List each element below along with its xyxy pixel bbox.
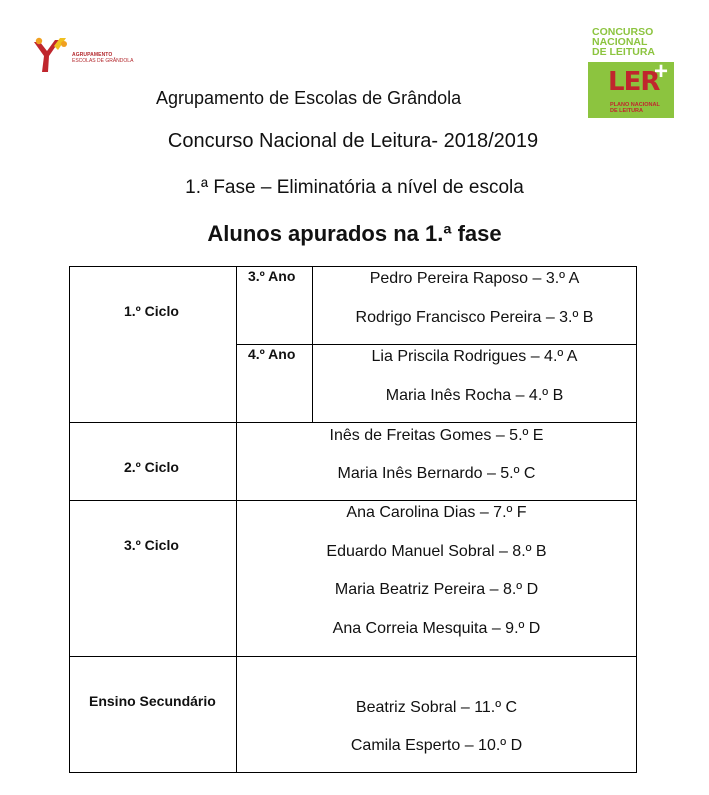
table-border-left bbox=[69, 266, 70, 773]
student-name: Lia Priscila Rodrigues – 4.º A bbox=[371, 348, 578, 365]
student-name: Camila Esperto – 10.º D bbox=[350, 737, 523, 754]
contest-logo-line2: NACIONAL bbox=[592, 36, 648, 48]
table-border-top bbox=[69, 266, 636, 267]
contest-logo bbox=[588, 27, 674, 118]
contest-logo-plan-line1: PLANO NACIONAL bbox=[610, 102, 660, 108]
contest-logo-plus-icon: + bbox=[654, 58, 669, 85]
student-name: Rodrigo Francisco Pereira – 3.º B bbox=[355, 309, 594, 326]
ano4-label: 4.º Ano bbox=[248, 346, 296, 362]
ciclo2-label: 2.º Ciclo bbox=[124, 459, 179, 475]
school-logo-line2: ESCOLAS DE GRÂNDOLA bbox=[72, 58, 134, 64]
student-name: Beatriz Sobral – 11.º C bbox=[355, 699, 518, 716]
table-border-bottom bbox=[69, 772, 636, 773]
student-name: Pedro Pereira Raposo – 3.º A bbox=[369, 270, 580, 287]
row-divider-2 bbox=[69, 500, 636, 501]
contest-logo-title bbox=[592, 27, 672, 57]
contest-logo-line3: DE LEITURA bbox=[592, 46, 655, 58]
student-name: Maria Beatriz Pereira – 8.º D bbox=[334, 581, 539, 598]
student-name: Ana Correia Mesquita – 9.º D bbox=[332, 620, 541, 637]
student-name: Inês de Freitas Gomes – 5.º E bbox=[329, 427, 544, 444]
contest-logo-brand: LER bbox=[608, 67, 660, 97]
contest-logo-plan-line2: DE LEITURA bbox=[610, 108, 643, 114]
secundario-label: Ensino Secundário bbox=[89, 693, 216, 709]
ano3-label: 3.º Ano bbox=[248, 268, 296, 284]
row-divider-3 bbox=[69, 656, 636, 657]
school-logo-icon bbox=[30, 36, 74, 76]
ciclo1-label: 1.º Ciclo bbox=[124, 303, 179, 319]
school-logo bbox=[30, 36, 134, 76]
contest-title-text: Concurso Nacional de Leitura- 2018/2019 bbox=[167, 130, 539, 152]
ciclo3-label: 3.º Ciclo bbox=[124, 537, 179, 553]
student-name: Maria Inês Rocha – 4.º B bbox=[385, 387, 564, 404]
school-name: Agrupamento de Escolas de Grândola bbox=[156, 88, 462, 108]
school-logo-line1: AGRUPAMENTO bbox=[72, 52, 113, 58]
contest-title bbox=[0, 130, 709, 153]
phase-title: 1.ª Fase – Eliminatória a nível de escola bbox=[185, 177, 524, 198]
contest-logo-line1: CONCURSO bbox=[592, 26, 654, 38]
row-divider-1 bbox=[69, 422, 636, 423]
student-name: Eduardo Manuel Sobral – 8.º B bbox=[326, 543, 547, 560]
page-heading: Alunos apurados na 1.ª fase bbox=[207, 221, 502, 246]
student-name: Ana Carolina Dias – 7.º F bbox=[346, 504, 527, 521]
student-name: Maria Inês Bernardo – 5.º C bbox=[337, 465, 536, 482]
row-divider-ano bbox=[236, 344, 636, 345]
table-border-right bbox=[636, 266, 637, 773]
contest-logo-plan bbox=[610, 102, 660, 114]
